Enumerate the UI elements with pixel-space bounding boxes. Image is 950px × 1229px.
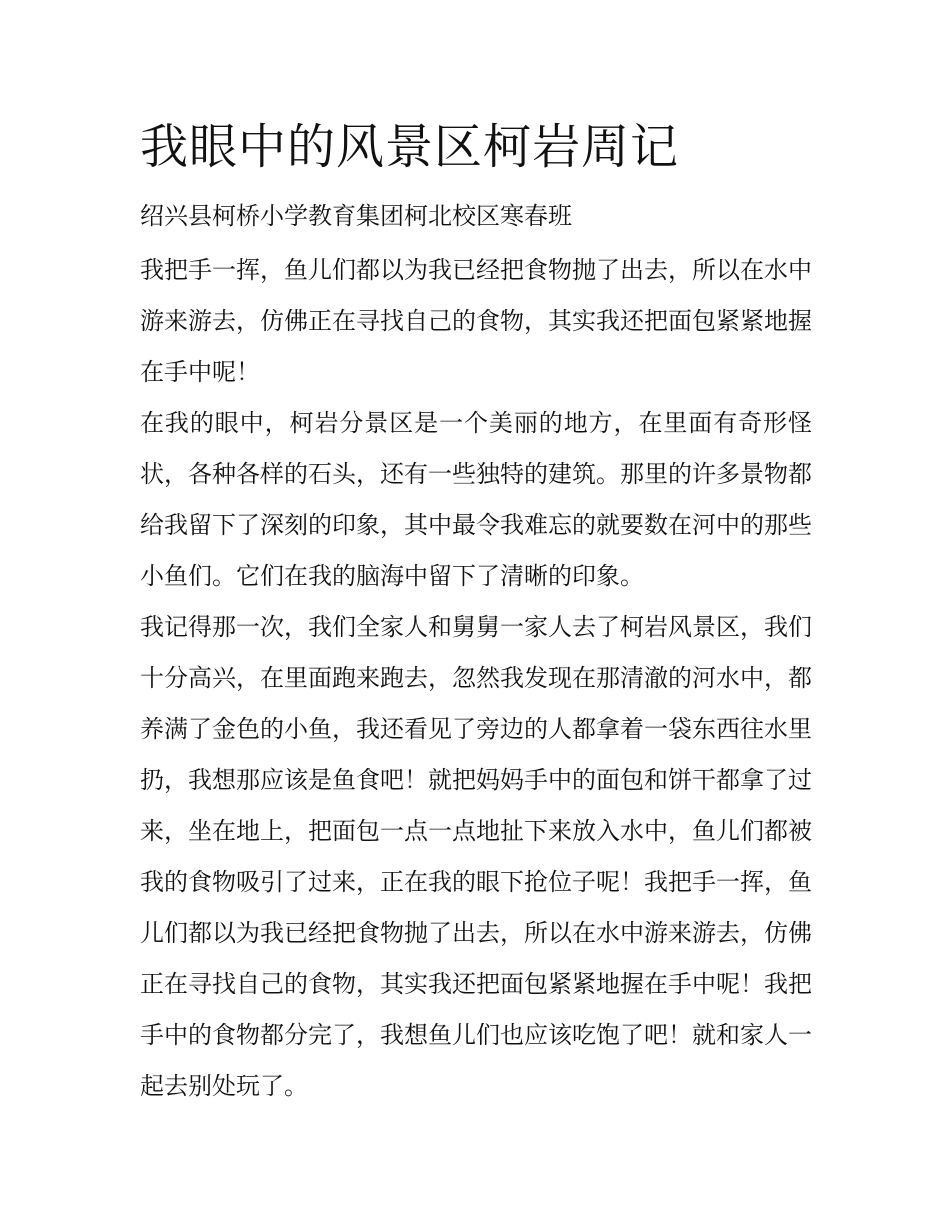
document-page — [140, 115, 812, 1112]
document-subtitle: 绍兴县柯桥小学教育集团柯北校区寒春班 — [140, 202, 572, 230]
paragraph-2: 在我的眼中，柯岩分景区是一个美丽的地方，在里面有奇形怪状，各种各样的石头，还有一些独特的建筑。那里的许多景物都给我留下了深刻的印象，其中最令我难忘的就要数在河中的那些小鱼们。它们在我的脑海中留下了清晰的印象。 — [140, 409, 812, 590]
paragraph-3: 我记得那一次，我们全家人和舅舅一家人去了柯岩风景区，我们十分高兴，在里面跑来跑去，忽然我发现在那清澈的河水中，都养满了金色的小鱼，我还看见了旁边的人都拿着一袋东西往水里扔，我想那应该是鱼食吧！就把妈妈手中的面包和饼干都拿了过来，坐在地上，把面包一点一点地扯下来放入水中，鱼儿们都被我的食物吸引了过来，正在我的眼下抢位子呢！我把手一挥，鱼儿们都以为我已经把食物抛了出去，所以在水中游来游去，仿佛正在寻找自己的食物，其实我还把面包紧紧地握在手中呢！我把手中的食物都分完了，我想鱼儿们也应该吃饱了吧！就和家人一起去别处玩了。 — [140, 613, 812, 1100]
paragraph-1: 我把手一挥，鱼儿们都以为我已经把食物抛了出去，所以在水中游来游去，仿佛正在寻找自己的食物，其实我还把面包紧紧地握在手中呢！ — [140, 256, 812, 386]
document-title: 我眼中的风景区柯岩周记 — [140, 119, 680, 175]
